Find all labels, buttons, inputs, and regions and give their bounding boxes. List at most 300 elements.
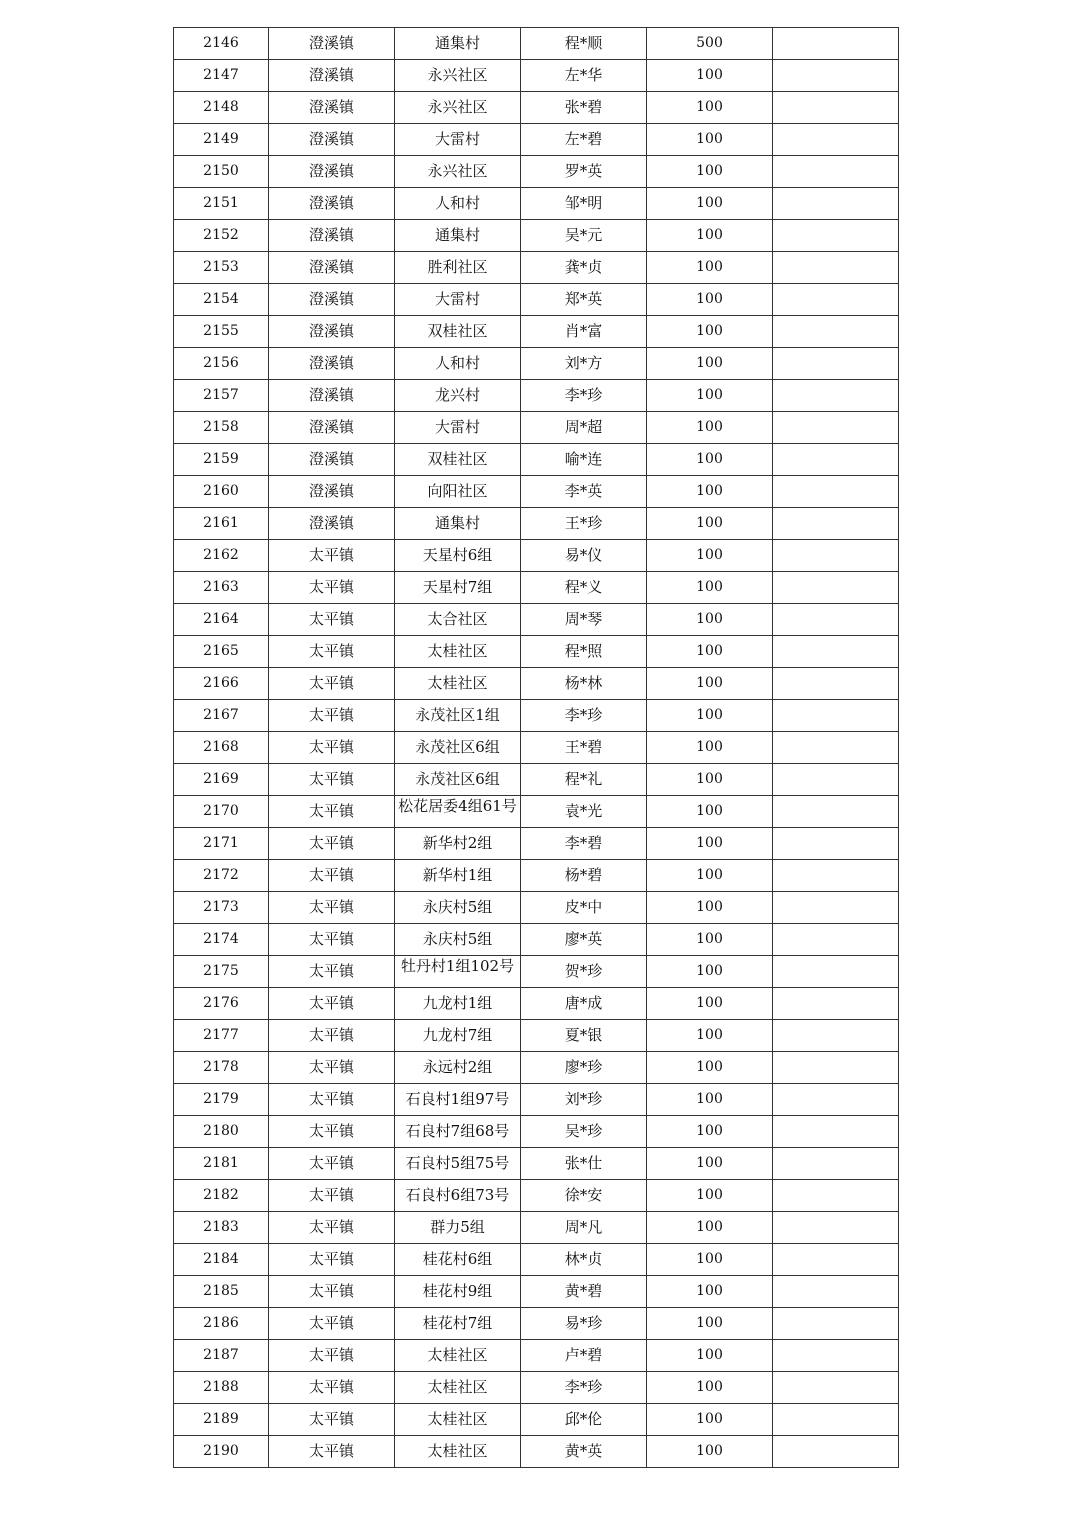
village-cell-text: 石良村7组68号 [405,1122,510,1140]
row-number-cell-text: 2189 [203,1411,239,1427]
row-number-cell [174,60,269,92]
name-cell [521,828,647,860]
village-cell [395,284,521,316]
village-cell-text: 牡丹村1组102号 [400,957,515,975]
amount-cell [647,1052,773,1084]
town-cell-text: 太平镇 [308,1378,354,1396]
note-cell [773,732,899,764]
town-cell [269,1084,395,1116]
village-cell [395,124,521,156]
town-cell-text: 太平镇 [308,930,354,948]
note-cell-text [773,1340,898,1371]
amount-cell-text: 100 [696,739,723,755]
note-cell-text [773,1148,898,1179]
note-cell-text [773,220,898,251]
village-cell-text: 胜利社区 [427,258,488,276]
name-cell [521,1148,647,1180]
town-cell-text: 太平镇 [308,770,354,788]
village-cell [395,92,521,124]
town-cell-text: 太平镇 [308,1186,354,1204]
note-cell-text [773,796,898,827]
village-cell [395,732,521,764]
row-number-cell-text: 2188 [203,1379,239,1395]
note-cell [773,828,899,860]
amount-cell-text: 100 [696,1219,723,1235]
note-cell [773,988,899,1020]
name-cell-text: 周*凡 [564,1218,603,1236]
row-number-cell-text: 2152 [203,227,239,243]
village-cell [395,444,521,476]
table-row [174,284,899,316]
amount-cell [647,860,773,892]
row-number-cell-text: 2153 [203,259,239,275]
town-cell [269,732,395,764]
table-row [174,1148,899,1180]
row-number-cell [174,764,269,796]
name-cell-text: 杨*碧 [564,866,603,884]
town-cell [269,124,395,156]
name-cell [521,1308,647,1340]
name-cell-text: 卢*碧 [564,1346,603,1364]
note-cell-text [773,860,898,891]
village-cell-text: 永茂社区6组 [415,738,500,756]
amount-cell-text: 100 [696,547,723,563]
note-cell [773,1084,899,1116]
row-number-cell-text: 2165 [203,643,239,659]
amount-cell [647,28,773,60]
town-cell-text: 澄溪镇 [308,450,354,468]
town-cell [269,860,395,892]
name-cell [521,60,647,92]
note-cell [773,220,899,252]
name-cell-text: 徐*安 [564,1186,603,1204]
name-cell-text: 程*义 [564,578,603,596]
row-number-cell [174,1052,269,1084]
name-cell-text: 黄*英 [564,1442,603,1460]
village-cell [395,252,521,284]
town-cell-text: 澄溪镇 [308,482,354,500]
village-cell-text: 群力5组 [430,1218,485,1236]
name-cell-text: 程*照 [564,642,603,660]
row-number-cell [174,1116,269,1148]
town-cell-text: 太平镇 [308,1442,354,1460]
row-number-cell [174,796,269,828]
amount-cell [647,1372,773,1404]
amount-cell-text: 100 [696,803,723,819]
village-cell-text: 大雷村 [434,130,480,148]
amount-cell-text: 100 [696,419,723,435]
table-row [174,380,899,412]
row-number-cell [174,124,269,156]
row-number-cell [174,508,269,540]
name-cell-text: 周*琴 [564,610,603,628]
town-cell [269,60,395,92]
note-cell-text [773,1084,898,1115]
row-number-cell [174,1212,269,1244]
name-cell [521,1020,647,1052]
table-row [174,348,899,380]
table-row [174,668,899,700]
table-row [174,60,899,92]
amount-cell-text: 100 [696,195,723,211]
amount-cell [647,1116,773,1148]
name-cell-text: 周*超 [564,418,603,436]
name-cell-text: 罗*英 [564,162,603,180]
row-number-cell [174,1020,269,1052]
note-cell [773,1340,899,1372]
row-number-cell-text: 2179 [203,1091,239,1107]
amount-cell-text: 100 [696,483,723,499]
town-cell [269,988,395,1020]
name-cell-text: 肖*富 [564,322,603,340]
village-cell [395,60,521,92]
name-cell [521,732,647,764]
row-number-cell-text: 2183 [203,1219,239,1235]
table-row [174,220,899,252]
table-row [174,860,899,892]
note-cell [773,1116,899,1148]
note-cell [773,1308,899,1340]
town-cell [269,316,395,348]
village-cell [395,1212,521,1244]
name-cell-text: 廖*珍 [564,1058,603,1076]
name-cell-text: 吴*元 [564,226,603,244]
row-number-cell-text: 2177 [203,1027,239,1043]
amount-cell-text: 100 [696,387,723,403]
town-cell [269,1180,395,1212]
town-cell [269,1308,395,1340]
town-cell [269,444,395,476]
table-row [174,1308,899,1340]
row-number-cell-text: 2174 [203,931,239,947]
village-cell-text: 双桂社区 [427,322,488,340]
town-cell-text: 太平镇 [308,1122,354,1140]
note-cell-text [773,1372,898,1403]
name-cell-text: 林*贞 [564,1250,603,1268]
town-cell-text: 太平镇 [308,738,354,756]
row-number-cell-text: 2159 [203,451,239,467]
amount-cell-text: 100 [696,227,723,243]
village-cell [395,220,521,252]
row-number-cell-text: 2162 [203,547,239,563]
town-cell-text: 太平镇 [308,546,354,564]
name-cell [521,124,647,156]
amount-cell-text: 100 [696,99,723,115]
name-cell-text: 张*碧 [564,98,603,116]
name-cell-text: 夏*银 [564,1026,603,1044]
town-cell-text: 太平镇 [308,994,354,1012]
note-cell [773,1180,899,1212]
note-cell-text [773,1052,898,1083]
town-cell [269,476,395,508]
note-cell-text [773,732,898,763]
amount-cell [647,1020,773,1052]
name-cell [521,1180,647,1212]
name-cell [521,1340,647,1372]
amount-cell [647,92,773,124]
name-cell [521,188,647,220]
row-number-cell-text: 2186 [203,1315,239,1331]
name-cell-text: 张*仕 [564,1154,603,1172]
amount-cell [647,1180,773,1212]
row-number-cell-text: 2181 [203,1155,239,1171]
row-number-cell-text: 2158 [203,419,239,435]
amount-cell-text: 100 [696,899,723,915]
note-cell-text [773,1116,898,1147]
amount-cell [647,508,773,540]
village-cell [395,1276,521,1308]
table-row [174,316,899,348]
town-cell-text: 太平镇 [308,1090,354,1108]
row-number-cell [174,1436,269,1468]
name-cell [521,156,647,188]
town-cell [269,668,395,700]
note-cell [773,1052,899,1084]
name-cell [521,348,647,380]
village-cell [395,1180,521,1212]
amount-cell [647,1308,773,1340]
village-cell-text: 永庆村5组 [422,930,493,948]
amount-cell-text: 100 [696,867,723,883]
note-cell [773,476,899,508]
town-cell-text: 太平镇 [308,834,354,852]
town-cell-text: 澄溪镇 [308,98,354,116]
village-cell [395,348,521,380]
table-row [174,828,899,860]
village-cell-text: 新华村1组 [422,866,493,884]
village-cell [395,188,521,220]
name-cell [521,1084,647,1116]
row-number-cell [174,188,269,220]
note-cell-text [773,508,898,539]
table-row [174,700,899,732]
name-cell [521,1116,647,1148]
village-cell-text: 人和村 [434,354,480,372]
note-cell [773,860,899,892]
table-row [174,1404,899,1436]
name-cell-text: 程*顺 [564,34,603,52]
amount-cell [647,1244,773,1276]
town-cell [269,636,395,668]
table-row [174,508,899,540]
note-cell [773,1276,899,1308]
village-cell-text: 向阳社区 [427,482,488,500]
town-cell-text: 澄溪镇 [308,290,354,308]
village-cell-text: 新华村2组 [422,834,493,852]
name-cell-text: 黄*碧 [564,1282,603,1300]
note-cell-text [773,252,898,283]
amount-cell [647,444,773,476]
amount-cell [647,284,773,316]
row-number-cell [174,604,269,636]
name-cell-text: 吴*珍 [564,1122,603,1140]
row-number-cell [174,1340,269,1372]
amount-cell [647,636,773,668]
amount-cell [647,1436,773,1468]
note-cell-text [773,1212,898,1243]
name-cell [521,924,647,956]
town-cell-text: 太平镇 [308,1250,354,1268]
row-number-cell-text: 2169 [203,771,239,787]
village-cell [395,1404,521,1436]
village-cell [395,476,521,508]
name-cell [521,252,647,284]
row-number-cell [174,1180,269,1212]
amount-cell-text: 100 [696,515,723,531]
note-cell-text [773,348,898,379]
village-cell-text: 太桂社区 [427,1378,488,1396]
amount-cell [647,732,773,764]
village-cell-text: 九龙村1组 [422,994,493,1012]
amount-cell [647,1084,773,1116]
note-cell-text [773,764,898,795]
village-cell-text: 天星村7组 [422,578,493,596]
town-cell-text: 太平镇 [308,1058,354,1076]
amount-cell [647,412,773,444]
amount-cell [647,540,773,572]
amount-cell [647,220,773,252]
amount-cell [647,156,773,188]
village-cell-text: 太桂社区 [427,674,488,692]
row-number-cell-text: 2173 [203,899,239,915]
name-cell [521,28,647,60]
amount-cell-text: 100 [696,579,723,595]
note-cell [773,924,899,956]
town-cell-text: 澄溪镇 [308,66,354,84]
table-body [174,28,899,1468]
note-cell-text [773,828,898,859]
town-cell-text: 太平镇 [308,962,354,980]
table-row [174,1244,899,1276]
note-cell [773,60,899,92]
table-row [174,1180,899,1212]
amount-cell-text: 500 [696,35,723,51]
town-cell-text: 太平镇 [308,1346,354,1364]
village-cell-text: 天星村6组 [422,546,493,564]
row-number-cell [174,572,269,604]
note-cell-text [773,316,898,347]
table-row [174,1116,899,1148]
name-cell [521,700,647,732]
amount-cell-text: 100 [696,1059,723,1075]
note-cell-text [773,572,898,603]
name-cell [521,444,647,476]
town-cell [269,956,395,988]
row-number-cell [174,732,269,764]
village-cell-text: 大雷村 [434,418,480,436]
note-cell-text [773,28,898,59]
row-number-cell [174,1148,269,1180]
village-cell-text: 永茂社区1组 [415,706,500,724]
row-number-cell [174,476,269,508]
village-cell [395,956,521,988]
name-cell-text: 刘*珍 [564,1090,603,1108]
note-cell-text [773,988,898,1019]
note-cell-text [773,188,898,219]
name-cell-text: 郑*英 [564,290,603,308]
name-cell [521,956,647,988]
table-row [174,188,899,220]
amount-cell [647,252,773,284]
amount-cell-text: 100 [696,1283,723,1299]
note-cell [773,316,899,348]
amount-cell-text: 100 [696,355,723,371]
town-cell-text: 澄溪镇 [308,130,354,148]
note-cell [773,1372,899,1404]
note-cell-text [773,1020,898,1051]
row-number-cell-text: 2182 [203,1187,239,1203]
name-cell [521,380,647,412]
name-cell [521,1436,647,1468]
table-row [174,732,899,764]
village-cell-text: 太桂社区 [427,642,488,660]
row-number-cell-text: 2147 [203,67,239,83]
row-number-cell-text: 2178 [203,1059,239,1075]
town-cell [269,284,395,316]
village-cell-text: 永兴社区 [427,162,488,180]
name-cell-text: 喻*连 [564,450,603,468]
row-number-cell-text: 2154 [203,291,239,307]
amount-cell-text: 100 [696,131,723,147]
name-cell [521,860,647,892]
amount-cell [647,1148,773,1180]
row-number-cell [174,828,269,860]
village-cell [395,988,521,1020]
name-cell [521,220,647,252]
village-cell [395,828,521,860]
row-number-cell-text: 2160 [203,483,239,499]
note-cell-text [773,1436,898,1467]
village-cell-text: 石良村1组97号 [405,1090,510,1108]
town-cell-text: 太平镇 [308,578,354,596]
table-row [174,796,899,828]
note-cell [773,508,899,540]
amount-cell [647,124,773,156]
row-number-cell-text: 2157 [203,387,239,403]
row-number-cell [174,1244,269,1276]
town-cell [269,156,395,188]
town-cell [269,28,395,60]
village-cell [395,572,521,604]
note-cell-text [773,412,898,443]
note-cell-text [773,156,898,187]
town-cell [269,1116,395,1148]
amount-cell [647,380,773,412]
village-cell-text: 通集村 [434,514,480,532]
village-cell [395,412,521,444]
name-cell-text: 左*碧 [564,130,603,148]
row-number-cell-text: 2167 [203,707,239,723]
name-cell-text: 李*珍 [564,706,603,724]
name-cell [521,476,647,508]
village-cell-text: 石良村5组75号 [405,1154,510,1172]
table-row [174,1340,899,1372]
note-cell [773,572,899,604]
note-cell-text [773,636,898,667]
village-cell [395,540,521,572]
village-cell [395,1436,521,1468]
village-cell-text: 太桂社区 [427,1442,488,1460]
table-row [174,1084,899,1116]
town-cell-text: 太平镇 [308,866,354,884]
note-cell [773,380,899,412]
name-cell-text: 易*珍 [564,1314,603,1332]
note-cell [773,1436,899,1468]
name-cell [521,92,647,124]
amount-cell [647,572,773,604]
town-cell [269,796,395,828]
village-cell [395,156,521,188]
